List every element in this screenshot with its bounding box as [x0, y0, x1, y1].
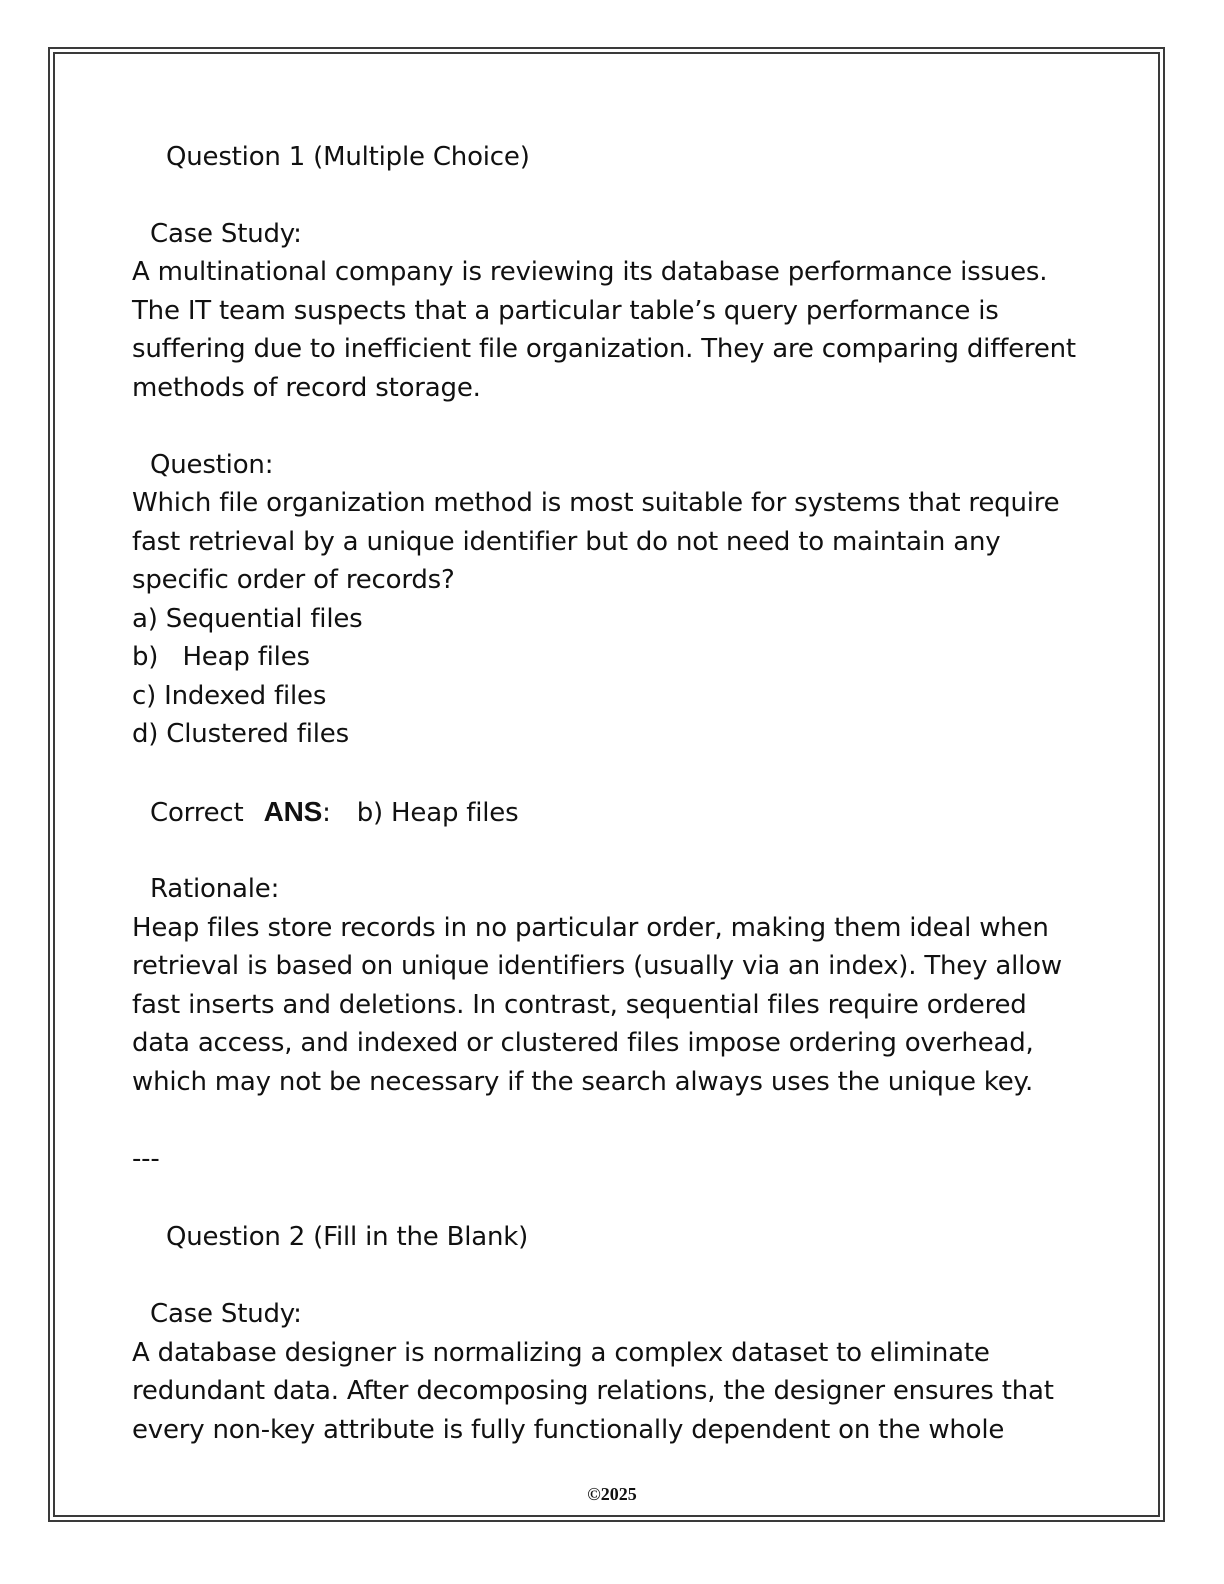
- question-1-question-line: specific order of records?: [132, 565, 455, 595]
- rationale-label: Rationale:: [150, 874, 280, 904]
- rationale-line: retrieval is based on unique identifiers (usually via an index). They allow: [132, 951, 1062, 981]
- rationale-line: fast inserts and deletions. In contrast, sequential files require ordered: [132, 990, 1027, 1020]
- rationale-line: data access, and indexed or clustered files impose ordering overhead,: [132, 1028, 1034, 1058]
- question-2-heading: Question 2 (Fill in the Blank): [166, 1222, 529, 1252]
- question-1-question-line: Which file organization method is most suitable for systems that require: [132, 488, 1060, 518]
- option-a: a) Sequential files: [132, 604, 363, 634]
- option-c: c) Indexed files: [132, 681, 327, 711]
- section-separator: ---: [132, 1144, 160, 1174]
- question-1-heading: Question 1 (Multiple Choice): [166, 142, 530, 172]
- copyright-footer: ©2025: [587, 1484, 637, 1504]
- answer-value: b) Heap files: [356, 798, 519, 828]
- answer-prefix: Correct: [150, 798, 244, 828]
- question-1-case-study-line: The IT team suspects that a particular table’s query performance is: [132, 296, 999, 326]
- answer-colon: :: [322, 798, 331, 828]
- question-1-case-study-label: Case Study:: [150, 219, 302, 249]
- question-1-case-study-line: suffering due to inefficient file organization. They are comparing different: [132, 334, 1076, 364]
- rationale-line: Heap files store records in no particular order, making them ideal when: [132, 913, 1049, 943]
- option-b: b) Heap files: [132, 642, 310, 672]
- question-1-question-label: Question:: [150, 450, 274, 480]
- answer-label: ANS: [263, 796, 323, 827]
- question-2-case-study-line: A database designer is normalizing a complex dataset to eliminate: [132, 1338, 990, 1368]
- option-d: d) Clustered files: [132, 719, 349, 749]
- question-2-case-study-label: Case Study:: [150, 1299, 302, 1329]
- question-2-case-study-line: redundant data. After decomposing relations, the designer ensures that: [132, 1376, 1054, 1406]
- rationale-line: which may not be necessary if the search always uses the unique key.: [132, 1067, 1034, 1097]
- question-2-case-study-line: every non-key attribute is fully functionally dependent on the whole: [132, 1415, 1005, 1445]
- question-1-case-study-line: methods of record storage.: [132, 373, 481, 403]
- question-1-case-study-line: A multinational company is reviewing its database performance issues.: [132, 257, 1048, 287]
- correct-answer-line: [150, 797, 518, 828]
- question-1-question-line: fast retrieval by a unique identifier but do not need to maintain any: [132, 527, 1001, 557]
